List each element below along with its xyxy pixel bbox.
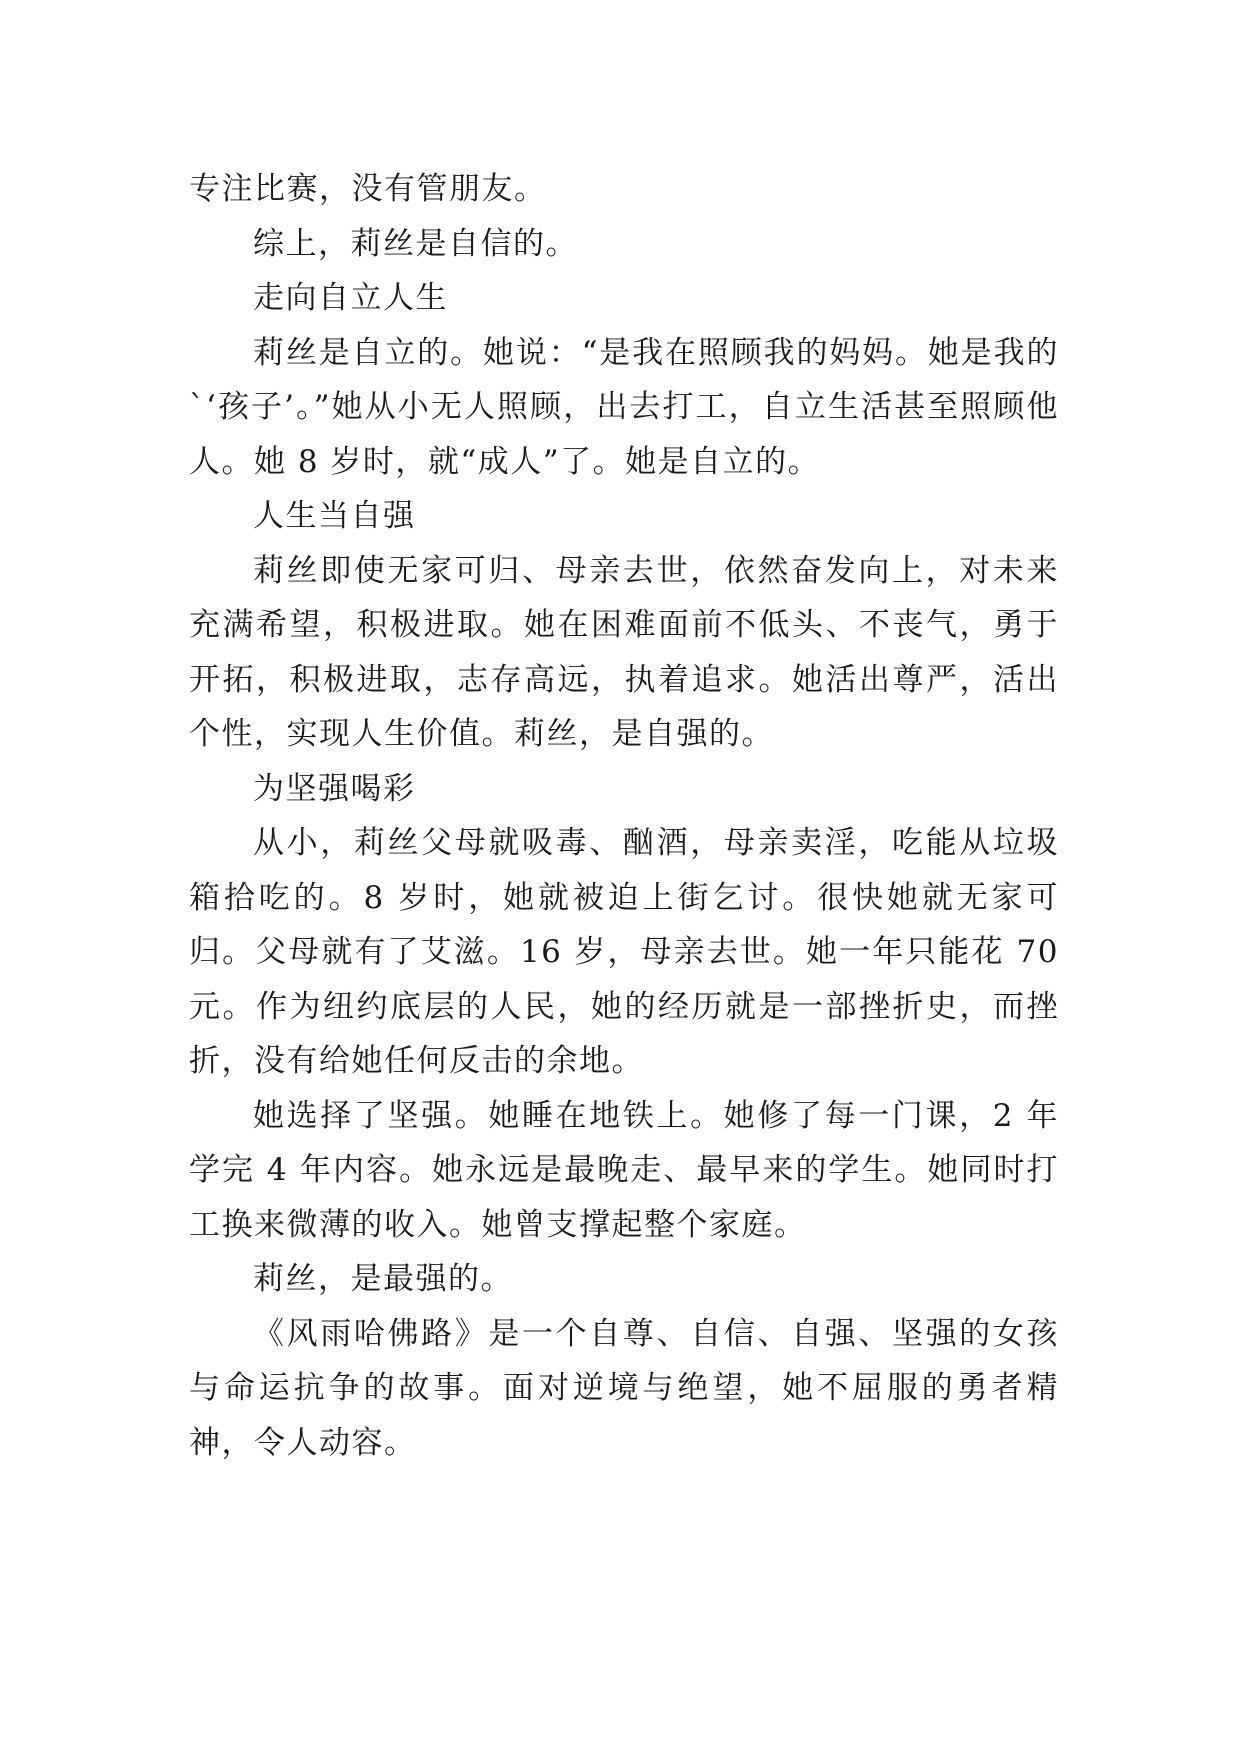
- paragraph-6: 莉丝即使无家可归、母亲去世，依然奋发向上，对未来充满希望，积极进取。她在困难面前不低头、不丧气，勇于开拓，积极进取，志存高远，执着追求。她活出尊严，活出个性，实现人生价值。莉丝，是自强的。: [189, 552, 1059, 752]
- paragraph-4: 莉丝是自立的。她说：“是我在照顾我的妈妈。她是我的`‘孩子’。”她从小无人照顾，出去打工，自立生活甚至照顾他人。她 8 岁时，就“成人”了。她是自立的。: [189, 334, 1059, 480]
- section-heading-self-reliance: 走向自立人生: [253, 280, 448, 316]
- paragraph-11: 《风雨哈佛路》是一个自尊、自信、自强、坚强的女孩与命运抗争的故事。面对逆境与绝望，她不屈服的勇者精神，令人动容。: [189, 1315, 1059, 1461]
- section-heading-self-strengthening: 人生当自强: [253, 498, 416, 534]
- paragraph-2: 综上，莉丝是自信的。: [253, 225, 578, 262]
- paragraph-9: 她选择了坚强。她睡在地铁上。她修了每一门课，2 年学完 4 年内容。她永远是最晚走、最早来的学生。她同时打工换来微薄的收入。她曾支撑起整个家庭。: [189, 1097, 1059, 1243]
- section-heading-cheer-for-strength: 为坚强喝彩: [253, 770, 416, 807]
- document-body: [189, 162, 1059, 1470]
- paragraph-10: 莉丝，是最强的。: [253, 1261, 513, 1297]
- paragraph-1: 专注比赛，没有管朋友。: [189, 171, 547, 207]
- paragraph-8: 从小，莉丝父母就吸毒、酗酒，母亲卖淫，吃能从垃圾箱拾吃的。8 岁时，她就被迫上街乞讨。很快她就无家可归。父母就有了艾滋。16 岁，母亲去世。她一年只能花 70 元。作为纽约底层的人民，她的经历就是一部挫折史，而挫折，没有给她任何反击的余地。: [189, 825, 1059, 1079]
